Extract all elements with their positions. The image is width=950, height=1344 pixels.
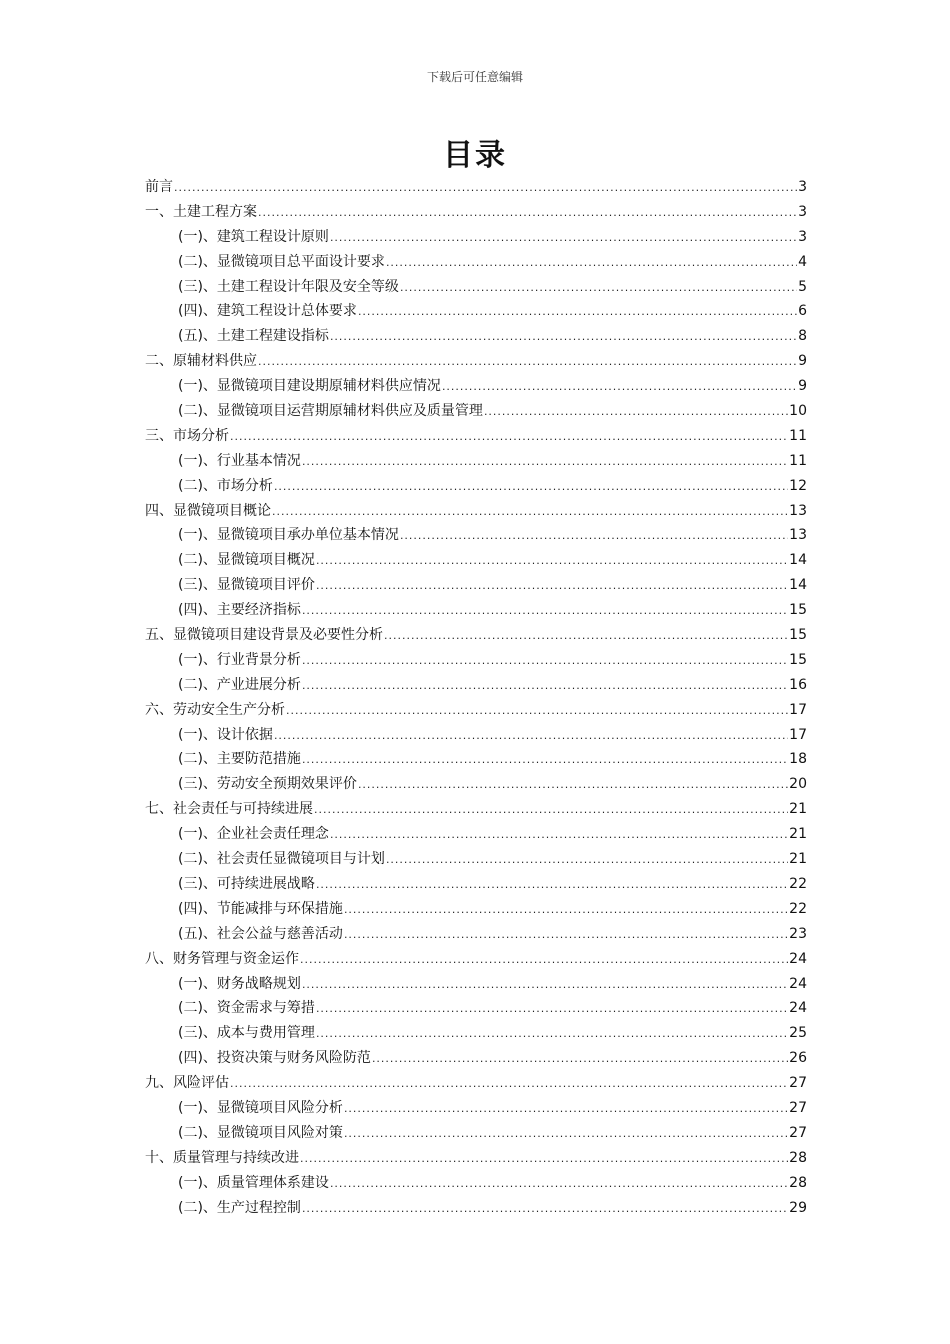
toc-entry-page-number: 6 xyxy=(798,303,807,320)
toc-entry[interactable] xyxy=(145,698,807,723)
toc-entry-page-number: 23 xyxy=(789,925,807,942)
toc-entry-label: (一)、显微镜项目建设期原辅材料供应情况 xyxy=(178,378,441,395)
toc-entry-page-number: 24 xyxy=(789,975,807,992)
toc-entry[interactable] xyxy=(145,1071,807,1096)
toc-entry-page-number: 24 xyxy=(789,1000,807,1017)
table-of-contents xyxy=(145,175,807,1220)
toc-entry-label: (三)、成本与费用管理 xyxy=(178,1025,315,1042)
toc-entry-page-number: 25 xyxy=(789,1025,807,1042)
toc-entry[interactable] xyxy=(145,499,807,524)
toc-entry-label: (一)、建筑工程设计原则 xyxy=(178,228,329,245)
toc-entry-label: (一)、财务战略规划 xyxy=(178,975,301,992)
toc-entry[interactable] xyxy=(145,324,807,349)
toc-entry[interactable] xyxy=(145,947,807,972)
toc-entry-label: (一)、设计依据 xyxy=(178,726,273,743)
toc-entry-label: 前言 xyxy=(145,179,173,195)
toc-entry-label: (五)、社会公益与慈善活动 xyxy=(178,925,343,942)
dot-leader xyxy=(300,1147,788,1172)
dot-leader xyxy=(330,226,797,251)
dot-leader xyxy=(230,425,788,450)
toc-entry[interactable] xyxy=(145,972,807,997)
toc-entry[interactable] xyxy=(145,772,807,797)
toc-entry-label: (二)、显微镜项目风险对策 xyxy=(178,1124,343,1141)
toc-entry-label: (二)、显微镜项目运营期原辅材料供应及质量管理 xyxy=(178,403,483,420)
dot-leader xyxy=(302,450,788,475)
toc-entry-label: (一)、质量管理体系建设 xyxy=(178,1174,329,1191)
dot-leader xyxy=(358,773,788,798)
toc-entry-page-number: 29 xyxy=(789,1199,807,1216)
toc-entry-page-number: 17 xyxy=(789,701,807,718)
toc-entry-page-number: 3 xyxy=(798,179,807,195)
toc-entry-label: 八、财务管理与资金运作 xyxy=(145,950,299,967)
toc-entry-page-number: 8 xyxy=(798,328,807,345)
toc-entry-page-number: 15 xyxy=(789,627,807,644)
dot-leader xyxy=(358,300,797,325)
toc-entry-label: (二)、生产过程控制 xyxy=(178,1199,301,1216)
toc-entry-label: (二)、显微镜项目总平面设计要求 xyxy=(178,253,385,270)
dot-leader xyxy=(316,1022,788,1047)
dot-leader xyxy=(316,549,788,574)
toc-entry-page-number: 16 xyxy=(789,676,807,693)
toc-entry[interactable] xyxy=(145,797,807,822)
dot-leader xyxy=(302,599,788,624)
toc-entry-page-number: 28 xyxy=(789,1174,807,1191)
toc-entry[interactable] xyxy=(145,996,807,1021)
toc-entry-label: (二)、显微镜项目概况 xyxy=(178,552,315,569)
dot-leader xyxy=(344,923,788,948)
toc-entry-page-number: 9 xyxy=(798,378,807,395)
toc-entry[interactable] xyxy=(145,847,807,872)
toc-entry[interactable] xyxy=(145,225,807,250)
toc-entry[interactable] xyxy=(145,275,807,300)
toc-entry-label: (一)、企业社会责任理念 xyxy=(178,826,329,843)
toc-entry[interactable] xyxy=(145,723,807,748)
dot-leader xyxy=(316,574,788,599)
toc-entry-page-number: 22 xyxy=(789,875,807,892)
toc-entry-label: 六、劳动安全生产分析 xyxy=(145,701,285,718)
toc-entry-page-number: 14 xyxy=(789,577,807,594)
dot-leader xyxy=(372,1047,788,1072)
toc-entry-page-number: 17 xyxy=(789,726,807,743)
toc-entry-page-number: 28 xyxy=(789,1149,807,1166)
dot-leader xyxy=(302,973,788,998)
toc-entry-label: 五、显微镜项目建设背景及必要性分析 xyxy=(145,627,383,644)
toc-entry-label: 一、土建工程方案 xyxy=(145,203,257,220)
toc-entry[interactable] xyxy=(145,1171,807,1196)
toc-entry-page-number: 5 xyxy=(798,278,807,295)
toc-entry-page-number: 12 xyxy=(789,477,807,494)
toc-entry[interactable] xyxy=(145,1096,807,1121)
toc-entry[interactable] xyxy=(145,1196,807,1221)
toc-entry[interactable] xyxy=(145,374,807,399)
toc-entry-label: (三)、可持续进展战略 xyxy=(178,875,315,892)
dot-leader xyxy=(302,674,788,699)
dot-leader xyxy=(302,1197,788,1222)
toc-entry[interactable] xyxy=(145,648,807,673)
toc-entry-page-number: 21 xyxy=(789,851,807,868)
toc-entry[interactable] xyxy=(145,299,807,324)
dot-leader xyxy=(274,475,788,500)
toc-entry-page-number: 13 xyxy=(789,527,807,544)
toc-entry[interactable] xyxy=(145,1021,807,1046)
toc-entry-page-number: 15 xyxy=(789,602,807,619)
dot-leader xyxy=(286,699,788,724)
toc-entry-label: (一)、行业背景分析 xyxy=(178,651,301,668)
dot-leader xyxy=(316,873,788,898)
toc-entry-page-number: 14 xyxy=(789,552,807,569)
toc-entry-page-number: 15 xyxy=(789,651,807,668)
dot-leader xyxy=(386,251,797,276)
toc-entry-label: (四)、建筑工程设计总体要求 xyxy=(178,303,357,320)
toc-entry-label: 十、质量管理与持续改进 xyxy=(145,1149,299,1166)
dot-leader xyxy=(344,1097,788,1122)
dot-leader xyxy=(302,748,788,773)
toc-entry[interactable] xyxy=(145,548,807,573)
toc-entry[interactable] xyxy=(145,598,807,623)
toc-entry-label: 七、社会责任与可持续进展 xyxy=(145,801,313,818)
dot-leader xyxy=(400,276,797,301)
dot-leader xyxy=(330,325,797,350)
toc-entry-label: 四、显微镜项目概论 xyxy=(145,502,271,519)
toc-entry-label: 三、市场分析 xyxy=(145,427,229,444)
dot-leader xyxy=(274,724,788,749)
toc-entry-page-number: 21 xyxy=(789,801,807,818)
toc-entry-page-number: 3 xyxy=(798,203,807,220)
toc-entry-label: (四)、主要经济指标 xyxy=(178,602,301,619)
dot-leader xyxy=(300,948,788,973)
toc-entry-page-number: 22 xyxy=(789,900,807,917)
toc-entry-label: (二)、产业进展分析 xyxy=(178,676,301,693)
dot-leader xyxy=(386,848,788,873)
dot-leader xyxy=(344,898,788,923)
toc-entry[interactable] xyxy=(145,922,807,947)
toc-entry-label: (三)、劳动安全预期效果评价 xyxy=(178,776,357,793)
toc-entry-label: (四)、节能减排与环保措施 xyxy=(178,900,343,917)
header-note: 下载后可任意编辑 xyxy=(426,70,523,84)
toc-entry-page-number: 18 xyxy=(789,751,807,768)
dot-leader xyxy=(384,624,788,649)
dot-leader xyxy=(258,201,797,226)
toc-entry-label: (二)、主要防范措施 xyxy=(178,751,301,768)
toc-entry-page-number: 11 xyxy=(789,427,807,444)
toc-entry[interactable] xyxy=(145,822,807,847)
toc-entry[interactable] xyxy=(145,200,807,225)
toc-entry-label: (二)、市场分析 xyxy=(178,477,273,494)
toc-entry-label: (三)、显微镜项目评价 xyxy=(178,577,315,594)
toc-entry-label: (二)、资金需求与筹措 xyxy=(178,1000,315,1017)
page-title: 目录 xyxy=(443,138,507,173)
toc-entry[interactable] xyxy=(145,175,807,200)
toc-entry-page-number: 27 xyxy=(789,1075,807,1092)
toc-entry[interactable] xyxy=(145,1146,807,1171)
toc-entry-page-number: 27 xyxy=(789,1124,807,1141)
toc-entry[interactable] xyxy=(145,474,807,499)
toc-entry[interactable] xyxy=(145,623,807,648)
dot-leader xyxy=(484,400,788,425)
toc-entry[interactable] xyxy=(145,250,807,275)
toc-entry[interactable] xyxy=(145,897,807,922)
toc-entry[interactable] xyxy=(145,523,807,548)
toc-entry[interactable] xyxy=(145,1121,807,1146)
dot-leader xyxy=(330,823,788,848)
toc-entry-label: 二、原辅材料供应 xyxy=(145,353,257,370)
toc-entry-page-number: 11 xyxy=(789,452,807,469)
toc-entry-page-number: 13 xyxy=(789,502,807,519)
toc-entry[interactable] xyxy=(145,747,807,772)
toc-entry-label: (二)、社会责任显微镜项目与计划 xyxy=(178,851,385,868)
toc-entry-page-number: 9 xyxy=(798,353,807,370)
toc-entry-label: (三)、土建工程设计年限及安全等级 xyxy=(178,278,399,295)
toc-entry[interactable] xyxy=(145,872,807,897)
toc-entry-label: (一)、显微镜项目风险分析 xyxy=(178,1099,343,1116)
toc-entry-label: (四)、投资决策与财务风险防范 xyxy=(178,1050,371,1067)
toc-entry[interactable] xyxy=(145,673,807,698)
toc-entry-page-number: 27 xyxy=(789,1099,807,1116)
toc-entry[interactable] xyxy=(145,573,807,598)
toc-entry-page-number: 24 xyxy=(789,950,807,967)
toc-entry[interactable] xyxy=(145,1046,807,1071)
toc-entry[interactable] xyxy=(145,449,807,474)
dot-leader xyxy=(330,1172,788,1197)
dot-leader xyxy=(272,500,788,525)
toc-entry[interactable] xyxy=(145,349,807,374)
toc-entry-page-number: 26 xyxy=(789,1050,807,1067)
dot-leader xyxy=(174,176,797,201)
toc-entry-label: (一)、显微镜项目承办单位基本情况 xyxy=(178,527,399,544)
toc-entry-page-number: 21 xyxy=(789,826,807,843)
toc-entry[interactable] xyxy=(145,424,807,449)
dot-leader xyxy=(316,997,788,1022)
dot-leader xyxy=(314,798,788,823)
toc-entry-page-number: 10 xyxy=(789,403,807,420)
dot-leader xyxy=(230,1072,788,1097)
dot-leader xyxy=(344,1122,788,1147)
toc-entry-label: (五)、土建工程建设指标 xyxy=(178,328,329,345)
toc-entry-page-number: 4 xyxy=(798,253,807,270)
dot-leader xyxy=(442,375,797,400)
toc-entry-page-number: 20 xyxy=(789,776,807,793)
toc-entry-label: (一)、行业基本情况 xyxy=(178,452,301,469)
toc-entry-label: 九、风险评估 xyxy=(145,1075,229,1092)
toc-entry[interactable] xyxy=(145,399,807,424)
toc-entry-page-number: 3 xyxy=(798,228,807,245)
dot-leader xyxy=(400,524,788,549)
dot-leader xyxy=(302,649,788,674)
dot-leader xyxy=(258,350,797,375)
